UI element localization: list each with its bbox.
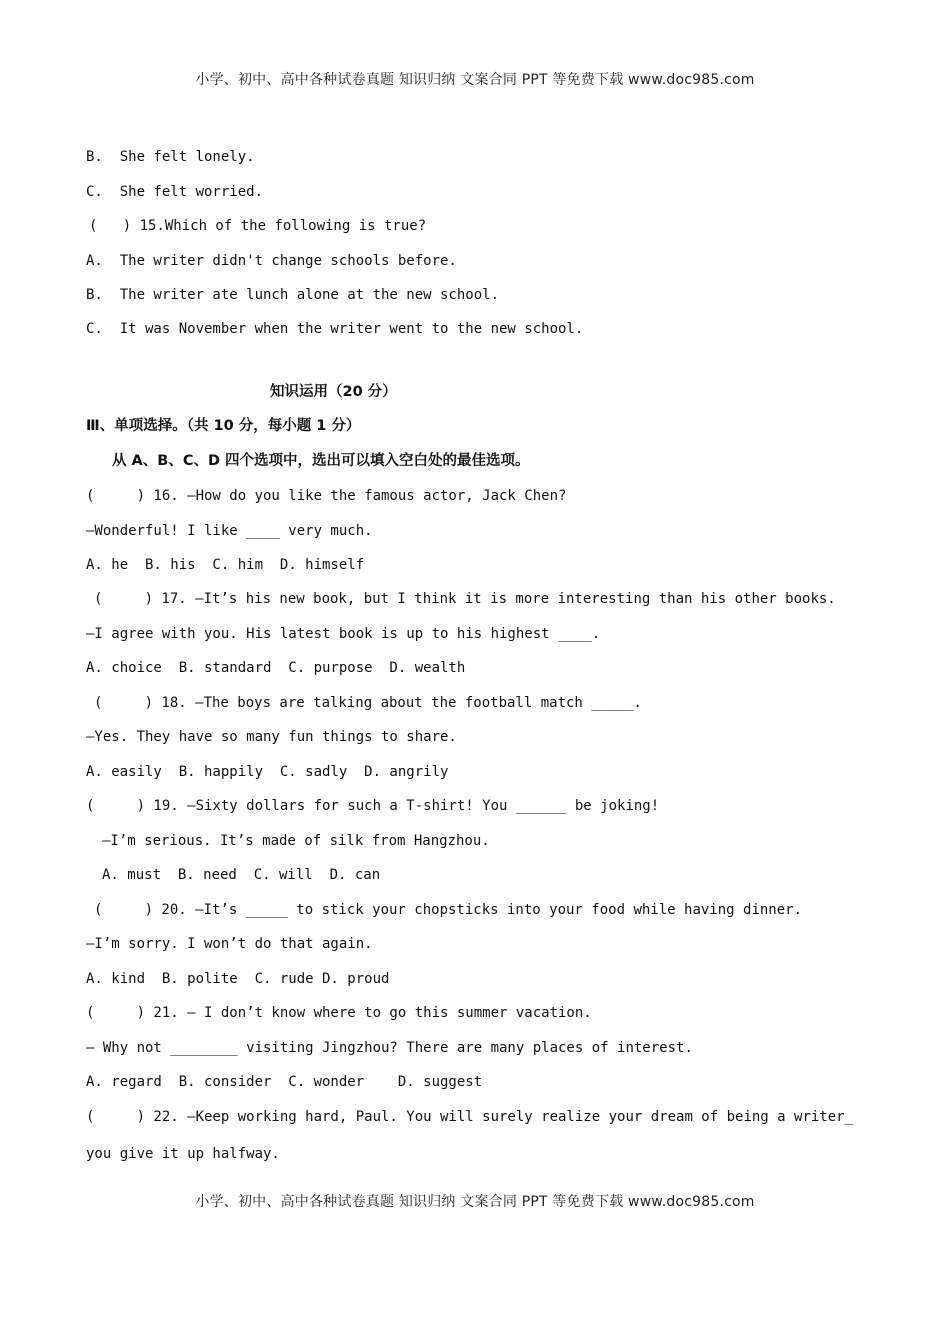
page-footer: 小学、初中、高中各种试卷真题 知识归纳 文案合同 PPT 等免费下载 www.doc985.com [195,1194,755,1210]
section-title: 知识运用（20 分） [270,384,397,400]
section-instruction: 从 A、B、C、D 四个选项中，选出可以填入空白处的最佳选项。 [112,453,530,469]
question-17: ( ) 17. —It’s his new book, but I think it is more interesting than his other books. [94,591,836,607]
dialogue-16: —Wonderful! I like ____ very much. [86,523,373,539]
option-c-15: C. It was November when the writer went to the new school. [86,321,584,337]
options-21: A. regard B. consider C. wonder D. suggest [86,1074,483,1090]
dialogue-17: —I agree with you. His latest book is up to his highest ____. [86,626,601,642]
dialogue-20: —I’m sorry. I won’t do that again. [86,936,373,952]
options-19: A. must B. need C. will D. can [102,867,381,883]
options-18: A. easily B. happily C. sadly D. angrily [86,764,449,780]
question-20: ( ) 20. —It’s _____ to stick your chopsticks into your food while having dinner. [94,902,803,918]
question-15: ( ) 15.Which of the following is true? [89,218,427,234]
option-c-14: C. She felt worried. [86,184,264,200]
option-a-15: A. The writer didn't change schools before. [86,253,457,269]
option-b-14: B. She felt lonely. [86,149,255,165]
dialogue-18: —Yes. They have so many fun things to share. [86,729,457,745]
question-22-continued: you give it up halfway. [86,1146,280,1162]
question-19: ( ) 19. —Sixty dollars for such a T-shirt! You ______ be joking! [86,798,660,814]
question-22: ( ) 22. —Keep working hard, Paul. You will surely realize your dream of being a writer_ [86,1109,854,1125]
dialogue-19: —I’m serious. It’s made of silk from Hangzhou. [102,833,490,849]
options-16: A. he B. his C. him D. himself [86,557,365,573]
options-17: A. choice B. standard C. purpose D. wealth [86,660,466,676]
page-header: 小学、初中、高中各种试卷真题 知识归纳 文案合同 PPT 等免费下载 www.doc985.com [195,72,755,88]
dialogue-21: — Why not ________ visiting Jingzhou? There are many places of interest. [86,1040,693,1056]
options-20: A. kind B. polite C. rude D. proud [86,971,390,987]
question-16: ( ) 16. —How do you like the famous actor, Jack Chen? [86,488,567,504]
option-b-15: B. The writer ate lunch alone at the new school. [86,287,500,303]
question-18: ( ) 18. —The boys are talking about the football match _____. [94,695,642,711]
section-heading: Ⅲ、单项选择。（共 10 分，每小题 1 分） [86,418,361,434]
question-21: ( ) 21. — I don’t know where to go this summer vacation. [86,1005,592,1021]
